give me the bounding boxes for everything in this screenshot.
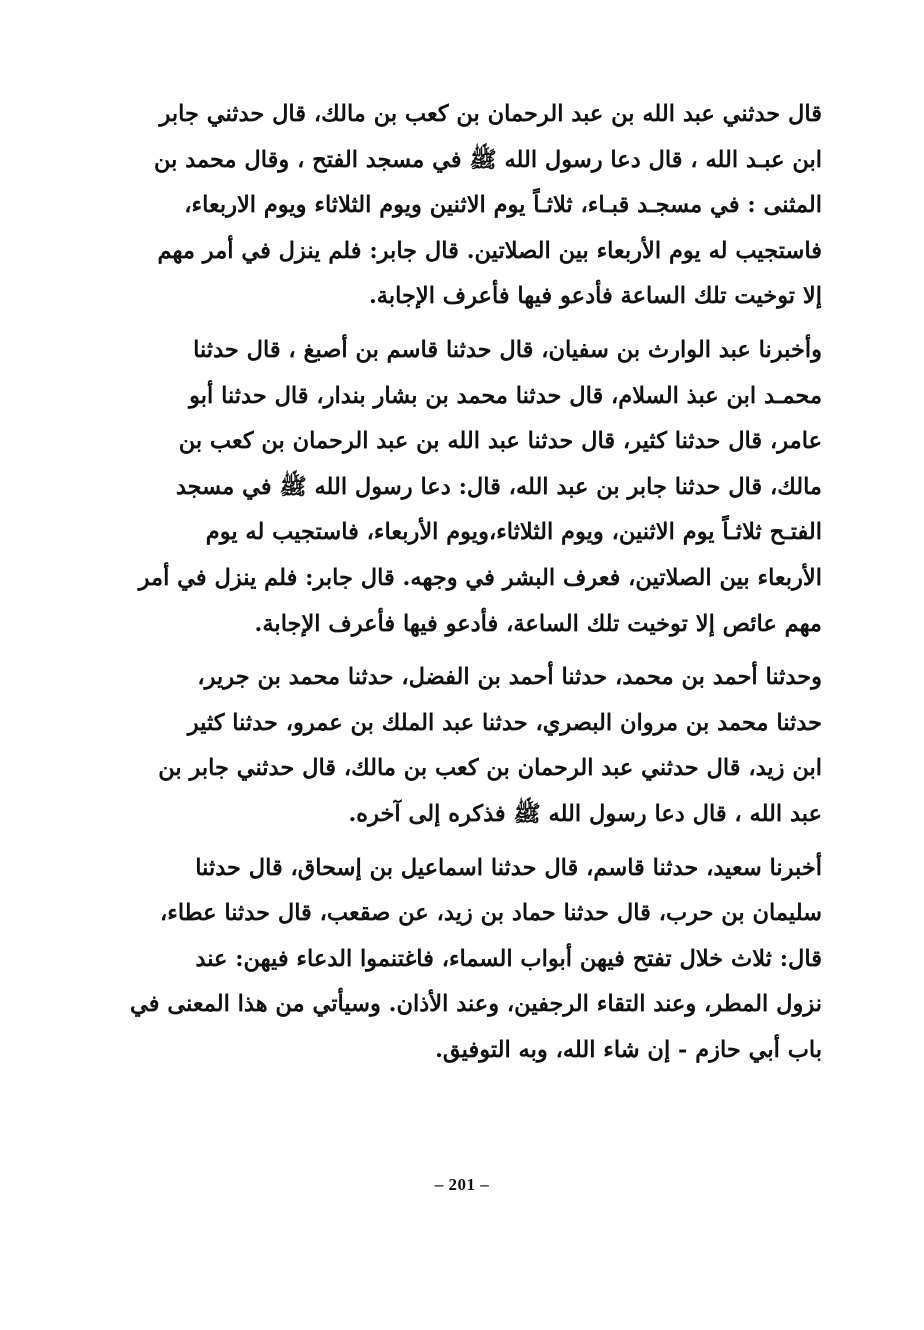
text-line: ابن زيد، قال حدثني عبد الرحمان بن كعب بن مالك، قال حدثني جابر بن — [158, 755, 822, 782]
text-line: سليمان بن حرب، قال حدثنا حماد بن زيد، عن صقعب، قال حدثنا عطاء، — [159, 900, 822, 927]
paragraph-1 — [100, 92, 822, 320]
text-line: أخبرنا سعيد، حدثنا قاسم، قال حدثنا اسماعيل بن إسحاق، قال حدثنا — [195, 854, 822, 881]
text-line: حدثنا محمد بن مروان البصري، حدثنا عبد الملك بن عمرو، حدثنا كثير — [187, 709, 822, 736]
paragraph-2 — [100, 328, 822, 647]
text-line: الأربعاء بين الصلاتين، فعرف البشر في وجهه. قال جابر: فلم ينزل في أمر — [138, 564, 822, 591]
main-text — [100, 92, 822, 1081]
text-line: مالك، قال حدثنا جابر بن عبد الله، قال: دعا رسول الله ﷺ في مسجد — [175, 473, 822, 500]
text-line: قال حدثني عبد الله بن عبد الرحمان بن كعب بن مالك، قال حدثني جابر — [159, 101, 822, 127]
text-line: المثنى : في مسجـد قبـاء، ثلاثـاً يوم الاثنين ويوم الثلاثاء ويوم الاربعاء، — [184, 192, 822, 219]
page-number: – 201 – — [434, 1175, 490, 1194]
text-line: فاستجيب له يوم الأربعاء بين الصلاتين. قال جابر: فلم ينزل في أمر مهم — [157, 237, 822, 264]
text-line: ابن عبـد الله ، قال دعا رسول الله ﷺ في مسجد الفتح ، وقال محمد بن — [153, 146, 822, 173]
paragraph-4 — [100, 846, 822, 1074]
text-line: نزول المطر، وعند التقاء الرجفين، وعند الأذان. وسيأتي من هذا المعنى في — [129, 991, 822, 1018]
text-line: باب أبي حازم - إن شاء الله، وبه التوفيق. — [435, 1036, 822, 1063]
text-line: إلا توخيت تلك الساعة فأدعو فيها فأعرف الإجابة. — [368, 283, 822, 310]
text-line: عامر، قال حدثنا كثير، قال حدثنا عبد الله بن عبد الرحمان بن كعب بن — [178, 428, 822, 455]
text-line: مهم عائص إلا توخيت تلك الساعة، فأدعو فيها فأعرف الإجابة. — [254, 610, 822, 637]
text-line: محمـد ابن عبذ السلام، قال حدثنا محمد بن بشار بندار، قال حدثنا أبو — [189, 382, 822, 409]
text-line: وأخبرنا عبد الوارث بن سفيان، قال حدثنا قاسم بن أصبغ ، قال حدثنا — [193, 336, 822, 363]
text-line: عبد الله ، قال دعا رسول الله ﷺ فذكره إلى آخره. — [348, 800, 822, 827]
text-line: قال: ثلاث خلال تفتح فيهن أبواب السماء، فاغتنموا الدعاء فيهن: عند — [195, 945, 822, 972]
text-line: وحدثنا أحمد بن محمد، حدثنا أحمد بن الفضل، حدثنا محمد بن جرير، — [197, 664, 822, 691]
paragraph-3 — [100, 655, 822, 837]
text-line: الفتـح ثلاثـاً يوم الاثنين، ويوم الثلاثاء،ويوم الأربعاء، فاستجيب له يوم — [205, 519, 822, 546]
